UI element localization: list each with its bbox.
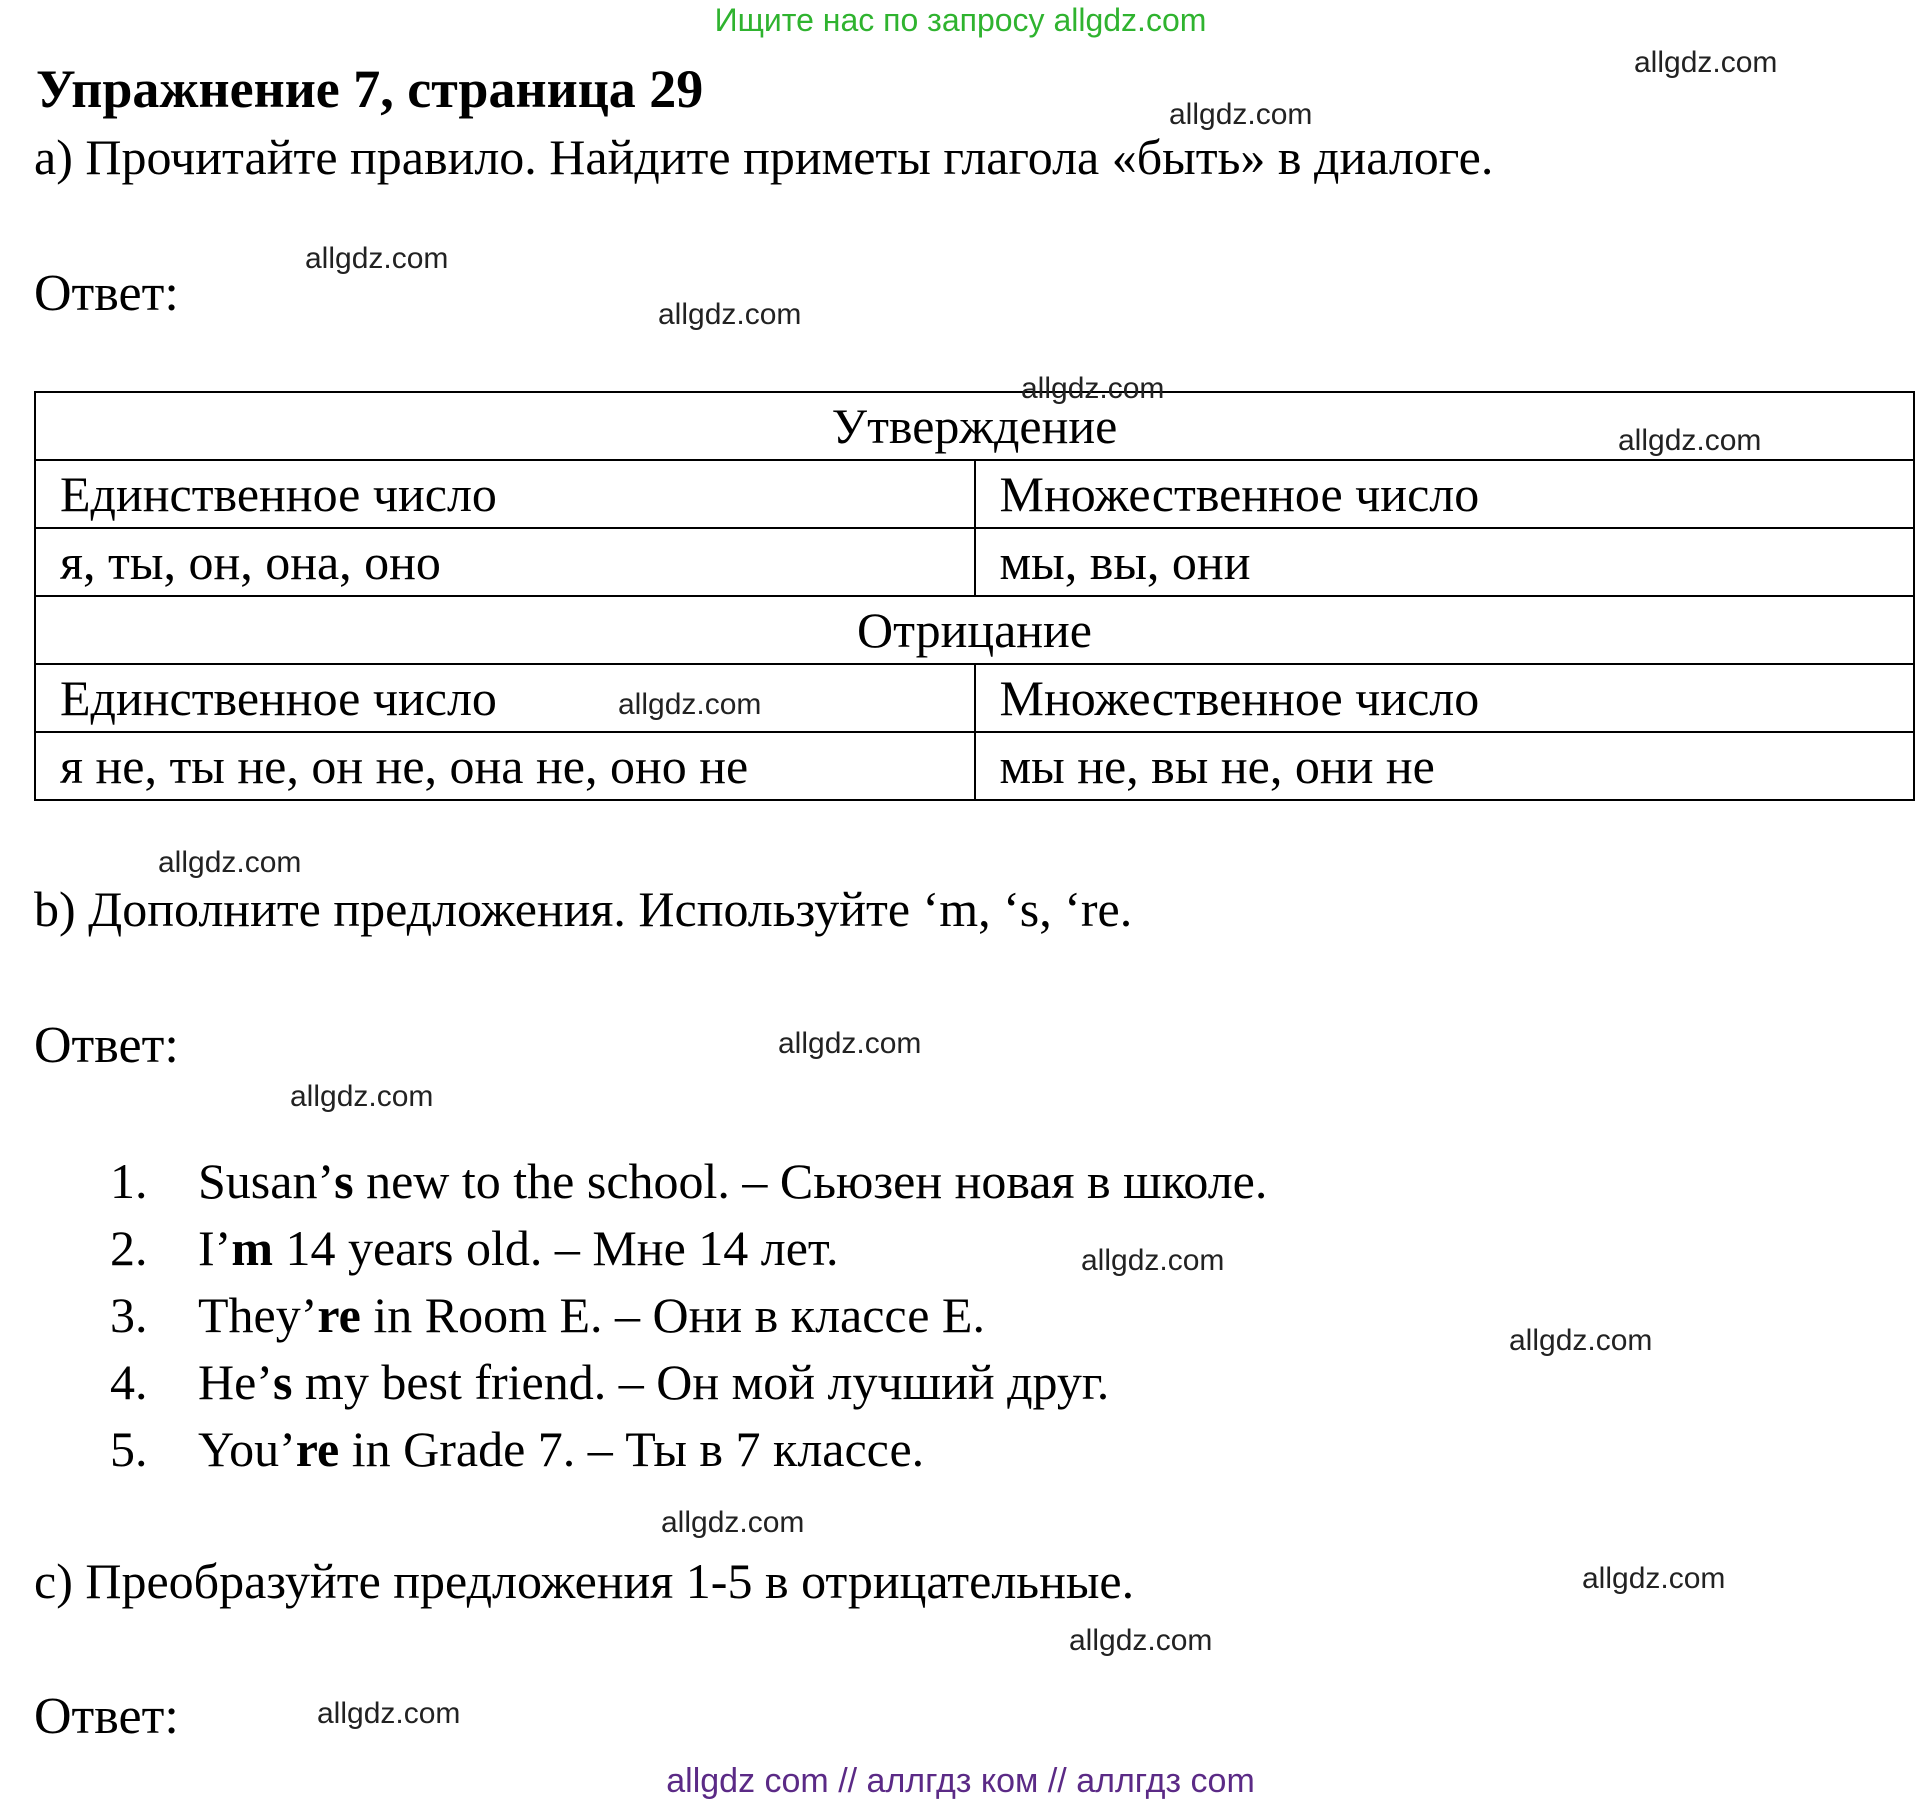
watermark: allgdz.com	[778, 1027, 922, 1060]
list-item-number: 5.	[110, 1421, 148, 1477]
sentence-rest: in Grade 7. – Ты в 7 классе.	[339, 1421, 925, 1477]
answer-a-label: Ответ:	[34, 265, 179, 322]
list-item-number: 3.	[110, 1287, 148, 1343]
watermark: allgdz.com	[1634, 46, 1778, 79]
negative-plural-forms: мы не, вы не, они не	[975, 732, 1915, 800]
watermark: allgdz.com	[1021, 372, 1165, 405]
sentence-rest: my best friend. – Он мой лучший друг.	[292, 1354, 1110, 1410]
sentence-contraction: re	[317, 1287, 361, 1343]
list-item-number: 4.	[110, 1354, 148, 1410]
sentence-list	[98, 1148, 1267, 1483]
list-item	[98, 1282, 1267, 1349]
sentence-rest: new to the school. – Сьюзен новая в школе.	[353, 1153, 1268, 1209]
table-row	[35, 596, 1914, 664]
watermark: allgdz.com	[658, 298, 802, 331]
sentence-start: They’	[198, 1287, 318, 1343]
affirmative-singular-forms: я, ты, он, она, оно	[35, 528, 975, 596]
sentence-start: You’	[198, 1421, 296, 1477]
sentence-contraction: m	[231, 1220, 273, 1276]
watermark: allgdz.com	[618, 688, 762, 721]
list-item-number: 1.	[110, 1153, 148, 1209]
task-a-text: a) Прочитайте правило. Найдите приметы глагола «быть» в диалоге.	[34, 129, 1494, 185]
negative-singular-forms: я не, ты не, он не, она не, оно не	[35, 732, 975, 800]
task-b-text: b) Дополните предложения. Используйте ‘m, ‘s, ‘re.	[34, 881, 1133, 937]
table-row	[35, 460, 1914, 528]
table-row	[35, 664, 1914, 732]
footer-watermark: allgdz com // аллгдз ком // аллгдз com	[666, 1762, 1255, 1800]
watermark: allgdz.com	[661, 1506, 805, 1539]
watermark: allgdz.com	[305, 242, 449, 275]
table-row	[35, 528, 1914, 596]
sentence-contraction: s	[272, 1354, 293, 1410]
answer-c-label: Ответ:	[34, 1688, 179, 1745]
task-c-text: c) Преобразуйте предложения 1-5 в отрицательные.	[34, 1553, 1135, 1609]
sentence-contraction: re	[295, 1421, 340, 1477]
watermark: allgdz.com	[1069, 1624, 1213, 1657]
negative-singular-label: Единственное число	[35, 664, 975, 732]
top-banner: Ищите нас по запросу allgdz.com	[714, 2, 1207, 38]
sentence-start: I’	[198, 1220, 232, 1276]
sentence-start: He’	[198, 1354, 273, 1410]
negative-plural-label: Множественное число	[975, 664, 1915, 732]
page-title: Упражнение 7, страница 29	[36, 59, 704, 119]
affirmative-singular-label: Единственное число	[35, 460, 975, 528]
list-item-number: 2.	[110, 1220, 148, 1276]
affirmative-plural-label: Множественное число	[975, 460, 1915, 528]
list-item	[98, 1349, 1267, 1416]
sentence-contraction: s	[334, 1153, 354, 1209]
table-row	[35, 732, 1914, 800]
list-item	[98, 1148, 1267, 1215]
sentence-rest: 14 years old. – Мне 14 лет.	[272, 1220, 839, 1276]
watermark: allgdz.com	[1618, 424, 1762, 457]
watermark: allgdz.com	[1509, 1324, 1653, 1357]
negative-header: Отрицание	[35, 596, 1914, 664]
sentence-start: Susan’	[198, 1153, 335, 1209]
affirmative-plural-forms: мы, вы, они	[975, 528, 1915, 596]
watermark: allgdz.com	[290, 1080, 434, 1113]
answer-b-label: Ответ:	[34, 1017, 179, 1074]
watermark: allgdz.com	[1169, 98, 1313, 131]
watermark: allgdz.com	[158, 846, 302, 879]
list-item	[98, 1416, 1267, 1483]
affirmative-header: Утверждение	[35, 392, 1914, 460]
watermark: allgdz.com	[1582, 1562, 1726, 1595]
watermark: allgdz.com	[317, 1697, 461, 1730]
sentence-rest: in Room E. – Они в классе E.	[360, 1287, 985, 1343]
watermark: allgdz.com	[1081, 1244, 1225, 1277]
